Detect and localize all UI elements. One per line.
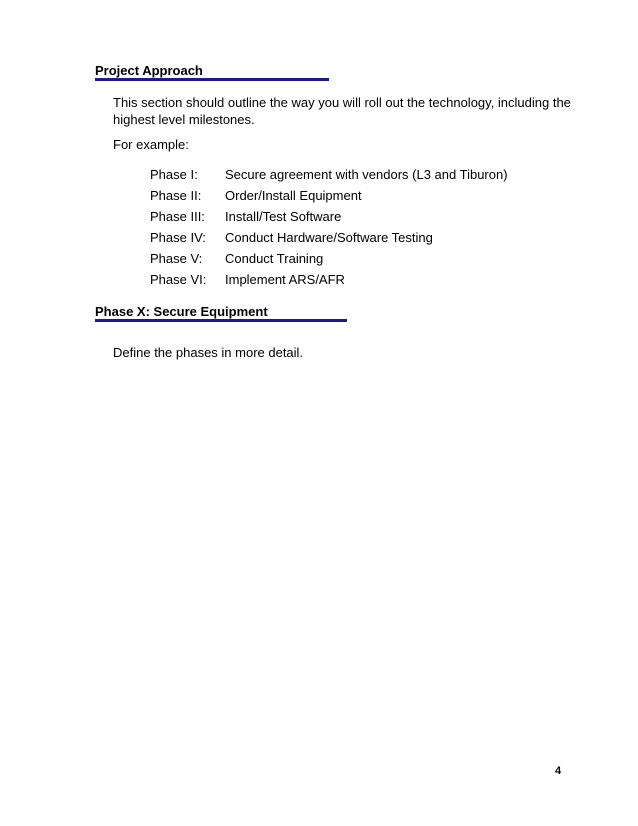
phase-description: Conduct Training — [225, 251, 324, 266]
phase-list-item — [150, 227, 508, 248]
phase-detail-paragraph: Define the phases in more detail. — [113, 345, 304, 360]
phase-list-item — [150, 248, 508, 269]
section-heading-project-approach: Project Approach — [95, 63, 203, 78]
phase-list-item — [150, 206, 508, 227]
phase-label: Phase I: — [150, 167, 198, 182]
phase-label: Phase III: — [150, 209, 205, 224]
phase-list-item — [150, 164, 508, 185]
phase-label: Phase VI: — [150, 272, 207, 287]
phase-label: Phase II: — [150, 188, 202, 203]
phase-description: Order/Install Equipment — [225, 188, 362, 203]
heading-underline-rule — [95, 319, 347, 322]
phase-description: Conduct Hardware/Software Testing — [225, 230, 433, 245]
phase-list-item — [150, 185, 508, 206]
example-label: For example: — [113, 137, 189, 152]
phase-description: Implement ARS/AFR — [225, 272, 345, 287]
phase-label: Phase V: — [150, 251, 203, 266]
phase-list — [150, 164, 508, 290]
heading-underline-rule — [95, 78, 329, 81]
page-number: 4 — [555, 765, 562, 777]
phase-description: Install/Test Software — [225, 209, 342, 224]
intro-paragraph: This section should outline the way you will roll out the technology, including the highest level milestones. — [113, 95, 571, 127]
phase-description: Secure agreement with vendors (L3 and Tiburon) — [225, 167, 508, 182]
section-heading-phase-x: Phase X: Secure Equipment — [95, 304, 268, 319]
phase-list-item — [150, 269, 508, 290]
phase-label: Phase IV: — [150, 230, 206, 245]
